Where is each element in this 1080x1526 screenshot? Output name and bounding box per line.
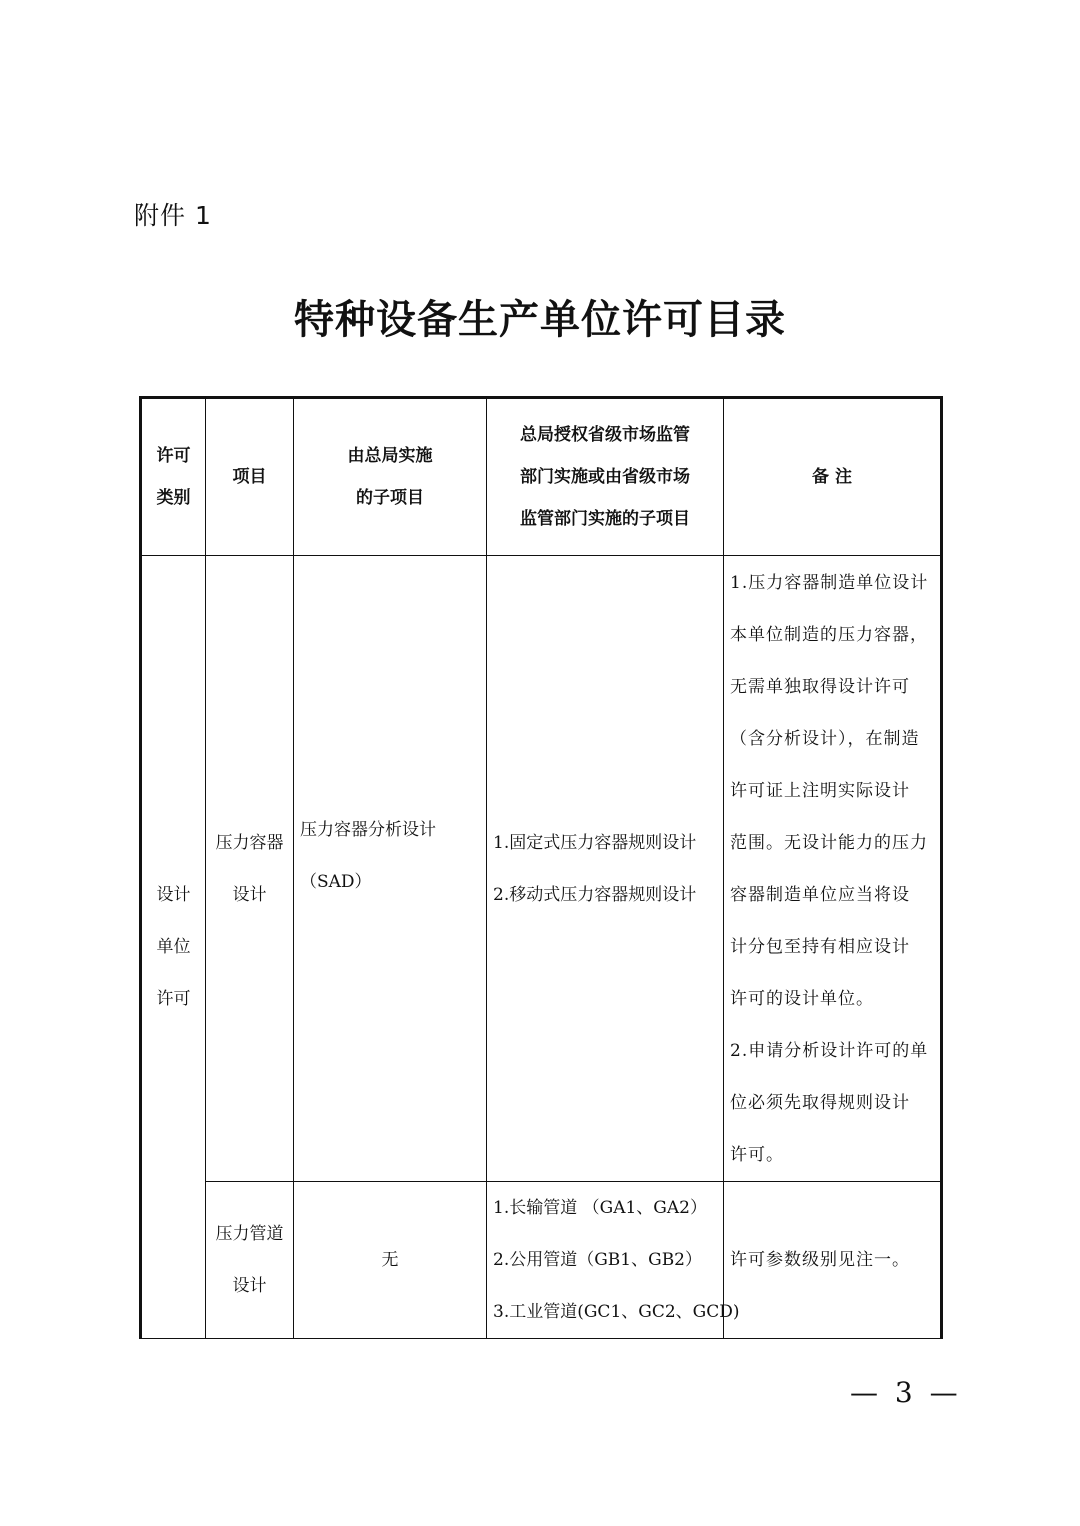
national-cell: 压力容器分析设计 （SAD） [294, 556, 487, 1182]
table-row [141, 1182, 942, 1339]
header-remarks: 备 注 [724, 398, 942, 556]
item-cell: 压力容器 设计 [206, 556, 294, 1182]
category-cell: 设计 单位 许可 [141, 556, 206, 1339]
header-category: 许可 类别 [141, 398, 206, 556]
header-item: 项目 [206, 398, 294, 556]
header-national-subitems: 由总局实施 的子项目 [294, 398, 487, 556]
page-number: — 3 — [850, 1376, 962, 1409]
document-title: 特种设备生产单位许可目录 [294, 296, 786, 343]
remarks-cell: 1.压力容器制造单位设计 本单位制造的压力容器， 无需单独取得设计许可 （含分析设计），在制造 许可证上注明实际设计 范围。无设计能力的压力 容器制造单位应当将设 计分包至持有相应设计 许可的设计单位。 2.申请分析设计许可的单 位必须先取得规则设计 许可。 [724, 556, 942, 1182]
table-header-row [141, 398, 942, 556]
permit-catalog-table [139, 396, 943, 1339]
provincial-cell: 1.固定式压力容器规则设计 2.移动式压力容器规则设计 [487, 556, 724, 1182]
item-cell: 压力管道 设计 [206, 1182, 294, 1339]
attachment-label: 附件 1 [134, 201, 212, 230]
table-row [141, 556, 942, 1182]
provincial-cell: 1.长输管道 （GA1、GA2） 2.公用管道（GB1、GB2） 3.工业管道(GC1、GC2、GCD) [487, 1182, 724, 1339]
remarks-cell: 许可参数级别见注一。 [724, 1182, 942, 1339]
header-provincial-subitems: 总局授权省级市场监管 部门实施或由省级市场 监管部门实施的子项目 [487, 398, 724, 556]
national-cell: 无 [294, 1182, 487, 1339]
